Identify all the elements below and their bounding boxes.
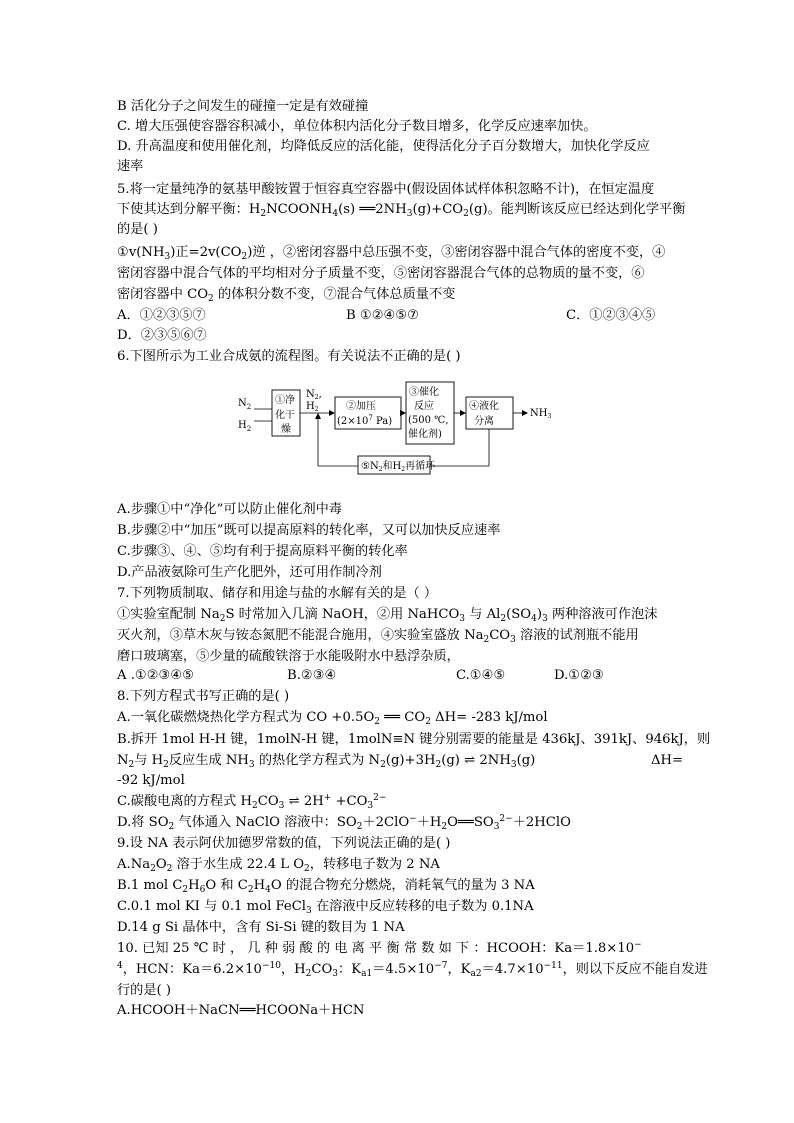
q8-option-a: A.一氧化碳燃烧热化学方程式为 CO $+0.5O_2$ ══ $CO_2$ ΔH= -283 kJ/mol: [117, 710, 548, 727]
question-8: 8.下列方程式书写正确的是( ): [117, 689, 290, 704]
q7-option-b: B.②③④: [287, 668, 337, 683]
step-5-label: $⑤N_2$和$H_2$再循环: [361, 461, 436, 473]
question-10: 10. 已知 25 ℃ 时 ， 几 种 弱 酸 的 电 离 平 衡 常 数 如 下 ：HCOOH：Ka＝1.8×10−: [117, 940, 642, 956]
q6-option-b: B.步骤②中“加压”既可以提高原料的转化率，又可以加快反应速率: [117, 523, 501, 538]
question-9: 9.设 NA 表示阿伏加德罗常数的值，下列说法正确的是( ): [117, 836, 451, 851]
step-4-label: 分离: [474, 416, 494, 427]
text-line: D. 升高温度和使用催化剂，均降低反应的活化能，使得活化分子百分数增大，加快化学反应: [117, 139, 650, 154]
step-3-label: 反应: [414, 401, 434, 412]
ammonia-synthesis-flow-diagram: [236, 378, 566, 478]
text-line: 磨口玻璃塞，⑤少量的硫酸铁溶于水能吸附水中悬浮杂质，: [117, 649, 460, 664]
q9-option-b: B.1 mol $C_2H_6O$ 和 $C_2H_4O$ 的混合物充分燃烧，消耗氧气的量为 3 NA: [117, 878, 535, 895]
q5-option-d: D．②③⑤⑥⑦: [117, 328, 207, 343]
q9-option-a: $A.Na_2O_2$ 溶于水生成 22.4 L $O_2$，转移电子数为 2 NA: [117, 857, 440, 874]
mix-label: $H_2$: [306, 401, 319, 413]
q6-option-d: D.产品液氨除可生产化肥外，还可用作制冷剂: [117, 565, 382, 580]
q7-option-d: D.①②③: [554, 668, 604, 683]
question-5: 5.将一定量纯净的氨基甲酸铵置于恒容真空容器中(假设固体试样体积忽略不计)，在恒定温度: [117, 182, 655, 197]
input-n2: $N_2$: [238, 398, 252, 411]
text-line: B 活化分子之间发生的碰撞一定是有效碰撞: [117, 99, 369, 114]
q7-option-a: A .①②③④⑤: [117, 668, 195, 683]
step-3-label: (500 ℃,: [408, 415, 449, 426]
q7-option-c: C.①④⑤: [456, 668, 506, 683]
q6-option-a: A.步骤①中“净化”可以防止催化剂中毒: [117, 502, 343, 517]
q6-option-c: C.步骤③、④、⑤均有利于提高原料平衡的转化率: [117, 544, 408, 559]
text-line: 密闭容器中 $CO_2$ 的体积分数不变，⑦混合气体总质量不变: [117, 287, 456, 304]
q9-option-c: C.0.1 mol KI 与 0.1 mol FeCl$_3$ 在溶液中反应转移的电子数为 0.1NA: [117, 899, 534, 916]
text-line: $①v(NH_3)$正$=2v(CO_2)$逆 ，②密闭容器中总压强不变，③密闭容器中混合气体的密度不变，④: [117, 245, 666, 262]
step-1-label: 燥: [281, 424, 291, 435]
text-line: 行的是( ): [117, 983, 172, 998]
mix-label: $N_2$,: [306, 389, 322, 401]
question-7: 7.下列物质制取、储存和用途与盐的水解有关的是（ ）: [117, 586, 438, 601]
q8-option-b: B.拆开 1mol H-H 键，1molN-H 键，1molN≡N 键分别需要的能量是 436kJ、391kJ、946kJ，则: [117, 732, 711, 747]
step-2-label: ②加压: [346, 401, 376, 412]
text-line: ΔH=: [651, 753, 684, 768]
text-line: $^4$，HCN：$Ka=6.2\times 10^{-10}$，$H_2CO_3$：$K_{a1}=4.5\times 10^{-7}$，$K_{a2}=4.7\times 10^{-11}$，则以下反应不能自发进: [117, 961, 708, 979]
step-4-label: ④液化: [469, 401, 499, 412]
text-line: 密闭容器中混合气体的平均相对分子质量不变，⑤密闭容器混合气体的总物质的量不变，⑥: [117, 266, 645, 281]
q5-option-c: C．①②③④⑤: [566, 308, 656, 323]
text-line: ①实验室配制 $Na_2S$ 时常加入几滴 NaOH，②用 NaHCO$_3$ 与 $Al_2(SO_4)_3$ 两种溶液可作泡沫: [117, 607, 658, 624]
q5-option-a: A．①②③⑤⑦: [117, 308, 206, 323]
q8-option-d: D.将 $SO_2$ 气体通入 NaClO 溶液中：$SO_2+2ClO^-+H_2O══SO_3^{2-}+2HClO$: [117, 814, 571, 832]
step-3-label: 催化剂): [408, 429, 442, 440]
text-line: 速率: [117, 159, 144, 174]
q9-option-d: D.14 g Si 晶体中，含有 Si-Si 键的数目为 1 NA: [117, 920, 405, 935]
step-2-label: ($2\times 10^7$ Pa): [337, 414, 393, 427]
text-line: -92 kJ/mol: [117, 773, 185, 788]
step-1-label: ①净: [275, 395, 295, 406]
text-line: $N_2$与 $H_2$反应生成 $NH_3$ 的热化学方程式为 $N_2(g)+3H_2(g)$ ⇌ $2NH_3(g)$: [117, 753, 536, 770]
q8-option-c: C.碳酸电离的方程式 $H_2CO_3$ ⇌ $2H^+ +CO_3^{2-}$: [117, 793, 387, 811]
input-h2: $H_2$: [238, 420, 252, 433]
text-line: 下使其达到分解平衡：$H_2NCOONH_4(s)$ $══2NH_3(g)+CO_2(g)$。能判断该反应已经达到化学平衡: [117, 202, 686, 219]
text-line: 的是( ): [117, 222, 158, 237]
product-nh3: $NH_3$: [530, 408, 552, 420]
step-3-label: ③催化: [409, 387, 439, 398]
text-line: C. 增大压强使容器容积减小，单位体积内活化分子数目增多，化学反应速率加快。: [117, 119, 597, 134]
step-1-label: 化干: [275, 410, 295, 421]
question-6: 6.下图所示为工业合成氨的流程图。有关说法不正确的是( ): [117, 349, 461, 364]
q5-option-b: B ①②④⑤⑦: [346, 308, 419, 323]
text-line: 灭火剂，③草木灰与铵态氮肥不能混合施用，④实验室盛放 $Na_2CO_3$ 溶液的试剂瓶不能用: [117, 628, 639, 645]
q10-option-a: A.HCOOH＋NaCN══HCOONa＋HCN: [117, 1003, 365, 1018]
